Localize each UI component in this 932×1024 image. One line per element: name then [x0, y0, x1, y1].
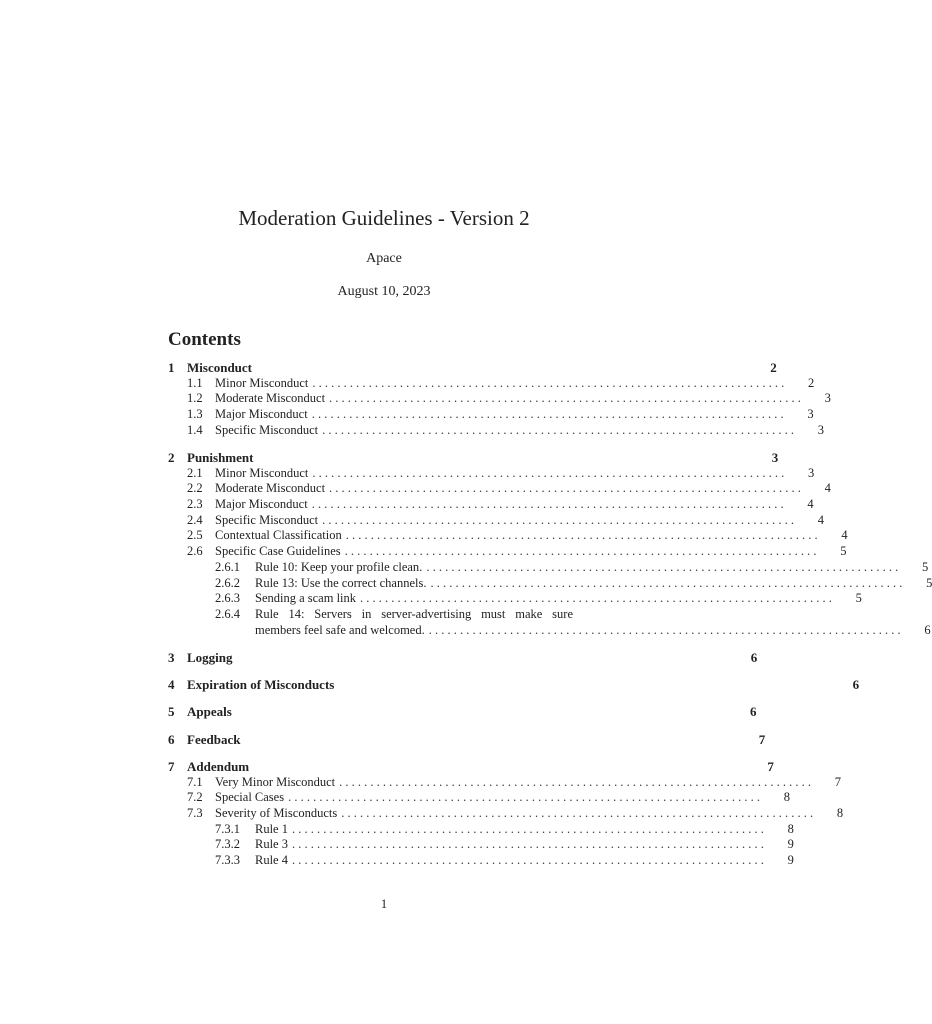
toc-entry-page: 5	[921, 559, 929, 574]
toc-entry-number: 7.3.3	[215, 853, 240, 868]
toc-dot-leader	[430, 576, 902, 592]
toc-section	[168, 677, 860, 693]
toc-entry-number: 1.1	[187, 375, 203, 390]
toc-entry-label-line2	[255, 623, 931, 639]
toc-entry-page: 7	[758, 731, 766, 747]
toc-entry[interactable]	[168, 704, 757, 720]
toc-entry-number: 1.3	[187, 407, 203, 422]
toc-entry-number: 2.3	[187, 497, 203, 512]
toc-entry-label: Feedback	[187, 731, 241, 747]
toc-dot-leader	[341, 806, 813, 822]
toc-entry[interactable]	[168, 544, 847, 560]
toc-entry[interactable]	[168, 450, 779, 466]
toc-dot-leader	[329, 481, 801, 497]
toc-entry-number: 7.3.2	[215, 837, 240, 852]
toc-entry-page: 6	[750, 704, 757, 720]
toc-entry-number: 1	[168, 360, 175, 375]
toc-entry-label: Minor Misconduct	[215, 375, 309, 390]
toc-entry-number: 1.2	[187, 391, 203, 406]
toc-entry[interactable]	[168, 759, 774, 775]
toc-entry-number: 7.1	[187, 774, 203, 789]
toc-entry[interactable]	[168, 481, 831, 497]
toc-entry-page: 6	[852, 677, 860, 693]
toc-dot-leader	[292, 822, 764, 838]
toc-entry[interactable]	[168, 591, 862, 607]
toc-entry-label: Logging	[187, 649, 233, 665]
toc-dot-leader	[322, 513, 794, 529]
toc-entry-number: 7	[168, 759, 175, 774]
toc-entry-label: Moderate Misconduct	[215, 481, 326, 496]
toc-entry-number: 7.3.1	[215, 821, 240, 836]
toc-entry-label	[255, 607, 931, 638]
toc-entry[interactable]	[168, 774, 841, 791]
toc-entry[interactable]	[168, 606, 931, 638]
toc-entry-page: 4	[841, 528, 848, 543]
document-title: Moderation Guidelines - Version 2	[238, 206, 530, 230]
toc-entry-label: Punishment	[187, 450, 254, 466]
toc-entry-page: 5	[926, 575, 932, 590]
toc-entry-label: Contextual Classification	[215, 528, 342, 543]
toc-entry-page: 3	[771, 450, 779, 466]
toc-entry-label: Specific Misconduct	[215, 422, 319, 437]
toc-section	[168, 649, 758, 666]
toc-dot-leader	[346, 528, 818, 544]
toc-entry-number: 2.5	[187, 528, 203, 543]
toc-entry-number: 2.6	[187, 544, 203, 559]
toc-entry-number: 6	[168, 731, 175, 747]
toc-dot-leader	[312, 407, 784, 423]
toc-entry-page: 8	[787, 821, 794, 836]
toc-section	[168, 759, 844, 869]
toc-entry-number: 1.4	[187, 422, 203, 437]
toc-entry[interactable]	[168, 422, 824, 439]
toc-entry-number: 2.1	[187, 465, 203, 480]
toc-entry-label-line1: Rule 14: Servers in server-advertising must make sure	[255, 606, 573, 621]
toc-entry-number: 7.2	[187, 790, 203, 805]
toc-entry-label: Addendum	[187, 759, 250, 774]
toc-entry-page: 7	[834, 774, 841, 789]
toc-entry[interactable]	[168, 465, 815, 482]
toc-entry-number: 2.6.1	[215, 559, 240, 574]
toc-entry[interactable]	[168, 360, 777, 376]
contents-heading: Contents	[168, 329, 241, 350]
toc-section	[168, 360, 831, 438]
toc-entry[interactable]	[168, 497, 814, 513]
toc-entry-page: 4	[824, 481, 831, 496]
toc-entry-label: Specific Misconduct	[215, 512, 319, 527]
toc-entry-number: 5	[168, 704, 175, 720]
toc-entry-label: Special Cases	[215, 790, 285, 805]
toc-entry-page: 5	[855, 591, 862, 606]
toc-dot-leader	[288, 790, 760, 806]
toc-entry-page: 4	[807, 497, 814, 512]
toc-entry-number: 4	[168, 677, 175, 693]
toc-entry-label: Specific Case Guidelines	[215, 544, 341, 559]
toc-dot-leader	[312, 497, 784, 513]
toc-entry-page: 8	[783, 790, 790, 805]
toc-entry[interactable]	[168, 806, 844, 822]
toc-entry-number: 2.2	[187, 481, 203, 496]
toc-entry-page: 3	[817, 422, 824, 437]
toc-entry-page: 6	[750, 649, 758, 665]
toc-entry[interactable]	[168, 375, 815, 392]
toc-entry-label: Appeals	[187, 704, 232, 720]
toc-entry-label: Major Misconduct	[215, 497, 308, 512]
toc-entry-page: 9	[787, 853, 794, 868]
toc-entry[interactable]	[168, 512, 824, 529]
toc-entry-number: 2.6.2	[215, 575, 240, 590]
toc-entry-page: 9	[787, 837, 794, 852]
toc-entry[interactable]	[168, 853, 794, 869]
toc-entry[interactable]	[168, 391, 831, 407]
toc-entry[interactable]	[168, 528, 848, 544]
toc-entry-page: 5	[840, 544, 847, 559]
toc-entry-label: Rule 1	[255, 821, 288, 836]
toc-entry[interactable]	[168, 821, 794, 838]
toc-entry-page: 3	[807, 407, 814, 422]
toc-section	[168, 450, 932, 638]
toc-entry-page: 8	[836, 806, 844, 821]
toc-entry-page: 4	[817, 512, 824, 527]
toc-entry-number: 2.6.4	[215, 606, 240, 621]
toc-dot-leader	[292, 837, 764, 853]
toc-dot-leader	[292, 853, 764, 869]
toc-dot-leader	[312, 466, 784, 482]
toc-entry-label: Very Minor Misconduct	[215, 774, 336, 789]
toc-entry-label: Severity of Misconducts	[215, 806, 338, 821]
document-author: Apace	[366, 251, 402, 266]
toc-section	[168, 731, 766, 748]
toc-dot-leader	[426, 560, 898, 576]
toc-entry-label: Rule 13: Use the correct channels.	[255, 575, 427, 590]
toc-entry-label: Rule 10: Keep your profile clean.	[255, 559, 423, 574]
toc-entry[interactable]	[168, 559, 929, 576]
toc-entry-label: Moderate Misconduct	[215, 391, 326, 406]
toc-entry[interactable]	[168, 731, 766, 748]
toc-entry[interactable]	[168, 407, 814, 423]
toc-dot-leader	[429, 623, 901, 639]
toc-entry-page: 7	[767, 759, 774, 774]
toc-entry[interactable]	[168, 837, 794, 853]
toc-entry-page: 3	[824, 391, 831, 406]
toc-entry[interactable]	[168, 649, 758, 666]
toc-entry-label: Rule 4	[255, 853, 288, 868]
toc-entry-label-text: members feel safe and welcomed.	[255, 622, 425, 637]
toc-entry-number: 2.6.3	[215, 591, 240, 606]
toc-entry-label: Expiration of Misconducts	[187, 677, 335, 693]
toc-dot-leader	[345, 544, 817, 560]
toc-section	[168, 704, 757, 720]
toc-entry-number: 2	[168, 450, 175, 466]
toc-entry[interactable]	[168, 575, 932, 592]
toc-entry-page: 2	[770, 360, 777, 375]
toc-entry-page: 3	[808, 465, 815, 480]
toc-dot-leader	[360, 591, 832, 607]
table-of-contents	[168, 360, 932, 880]
toc-entry-page: 6	[924, 622, 931, 637]
toc-dot-leader	[329, 391, 801, 407]
toc-dot-leader	[322, 423, 794, 439]
toc-entry[interactable]	[168, 677, 860, 693]
toc-entry-label: Misconduct	[187, 360, 252, 375]
toc-entry-number: 7.3	[187, 806, 203, 821]
toc-dot-leader	[312, 376, 784, 392]
document-date: August 10, 2023	[337, 284, 431, 299]
toc-entry-label: Minor Misconduct	[215, 465, 309, 480]
page-number: 1	[380, 897, 388, 911]
toc-entry-label: Rule 3	[255, 837, 288, 852]
toc-entry-number: 2.4	[187, 512, 203, 527]
toc-entry-page: 2	[808, 375, 815, 390]
toc-dot-leader	[339, 775, 811, 791]
toc-entry[interactable]	[168, 790, 790, 806]
toc-entry-label: Major Misconduct	[215, 407, 308, 422]
toc-entry-number: 3	[168, 649, 175, 665]
toc-entry-label: Sending a scam link	[255, 591, 357, 606]
